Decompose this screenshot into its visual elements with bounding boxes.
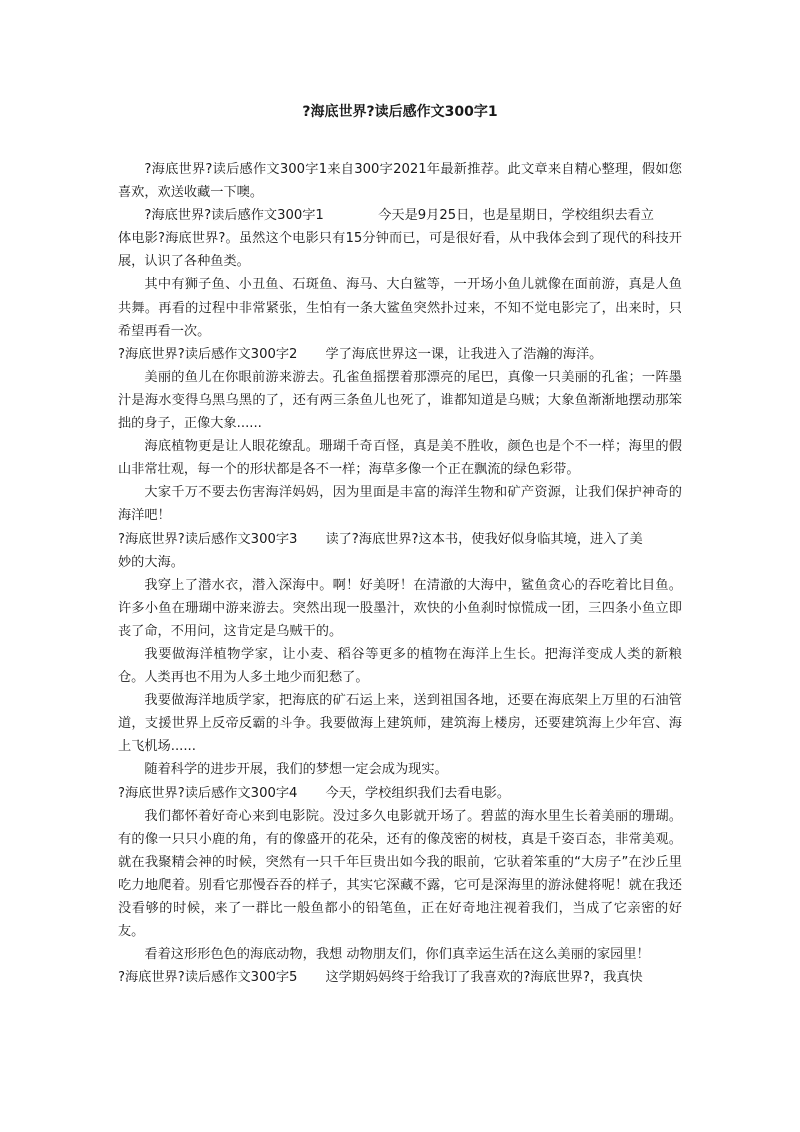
paragraph: 我要做海洋植物学家，让小麦、稻谷等更多的植物在海洋上生长。把海洋变成人类的新粮仓。人类再也不用为人多土地少而犯愁了。: [118, 646, 682, 686]
section-first-line: 读了?海底世界?这本书，使我好似身临其境，进入了美: [325, 531, 643, 547]
section-1-heading: [118, 204, 682, 227]
section-4-heading: [118, 782, 682, 805]
section-3-heading: [118, 528, 682, 551]
section-first-line: 今天，学校组织我们去看电影。: [325, 785, 511, 801]
section-label: ?海底世界?读后感作文300字4: [118, 785, 298, 801]
section-label: ?海底世界?读后感作文300字5: [118, 970, 298, 986]
section-label: ?海底世界?读后感作文300字2: [118, 346, 298, 362]
document-body: [118, 158, 682, 989]
paragraph: 美丽的鱼儿在你眼前游来游去。孔雀鱼摇摆着那漂亮的尾巴，真像一只美丽的孔雀；一阵墨汁是海水变得乌黑乌黑的了，还有两三条鱼儿也死了，谁都知道是乌贼；大象鱼渐渐地摆动那笨拙的身子，正像大象......: [118, 369, 682, 432]
section-first-line: 今天是9月25日，也是星期日，学校组织去看立: [378, 208, 654, 224]
paragraph-intro: ?海底世界?读后感作文300字1来自300字2021年最新推荐。此文章来自精心整理，假如您喜欢，欢送收藏一下噢。: [118, 162, 682, 201]
section-5-heading: [118, 966, 682, 989]
section-label: ?海底世界?读后感作文300字3: [118, 531, 298, 547]
paragraph: 我穿上了潜水衣，潜入深海中。啊！好美呀！在清澈的大海中，鲨鱼贪心的吞吃着比目鱼。许多小鱼在珊瑚中游来游去。突然出现一股墨汁，欢快的小鱼刹时惊慌成一团，三四条小鱼立即丧了命，不用问，这肯定是乌贼干的。: [118, 577, 682, 639]
paragraph: 我要做海洋地质学家，把海底的矿石运上来，送到祖国各地，还要在海底架上万里的石油管道，支援世界上反帝反霸的斗争。我要做海上建筑师，建筑海上楼房，还要建筑海上少年宫、海上飞机场......: [118, 693, 682, 755]
document-title: ?海底世界?读后感作文300字1: [302, 104, 498, 120]
paragraph: 海底植物更是让人眼花缭乱。珊瑚千奇百怪，真是美不胜收，颜色也是个不一样；海里的假山非常壮观，每一个的形状都是各不一样；海草多像一个正在飘流的绿色彩带。: [118, 439, 682, 478]
paragraph: 我们都怀着好奇心来到电影院。没过多久电影就开场了。碧蓝的海水里生长着美丽的珊瑚。有的像一只只小鹿的角，有的像盛开的花朵，还有的像茂密的树枝，真是千姿百态，非常美观。就在我聚精会神的时候，突然有一只千年巨贵出如今我的眼前，它驮着笨重的“大房子”在沙丘里吃力地爬着。别看它那慢吞吞的样子，其实它深藏不露，它可是深海里的游泳健将呢！就在我还没看够的时候，来了一群比一般鱼都小的铅笔鱼，正在好奇地注视着我们，当成了它亲密的好友。: [118, 808, 682, 940]
section-first-line: 学了海底世界这一课，让我进入了浩瀚的海洋。: [325, 346, 603, 362]
paragraph: 其中有狮子鱼、小丑鱼、石斑鱼、海马、大白鲨等，一开场小鱼儿就像在面前游，真是人鱼共舞。再看的过程中非常紧张，生怕有一条大鲨鱼突然扑过来，不知不觉电影完了，出来时，只希望再看一次。: [118, 277, 682, 339]
section-2-heading: [118, 343, 682, 366]
paragraph: 随着科学的进步开展，我们的梦想一定会成为现实。: [144, 762, 448, 778]
section-first-line: 这学期妈妈终于给我订了我喜欢的?海底世界?，我真快: [325, 970, 643, 986]
paragraph: 看着这形形色色的海底动物，我想 动物朋友们，你们真幸运生活在这么美丽的家园里！: [144, 947, 650, 963]
section-label: ?海底世界?读后感作文300字1: [144, 208, 324, 224]
section-1-continuation: 体电影?海底世界?。虽然这个电影只有15分钟而已，可是很好看，从中我体会到了现代的科技开展，认识了各种鱼类。: [118, 231, 682, 270]
section-3-continuation: 妙的大海。: [118, 554, 184, 570]
paragraph: 大家千万不要去伤害海洋妈妈，因为里面是丰富的海洋生物和矿产资源，让我们保护神奇的海洋吧！: [118, 485, 682, 524]
